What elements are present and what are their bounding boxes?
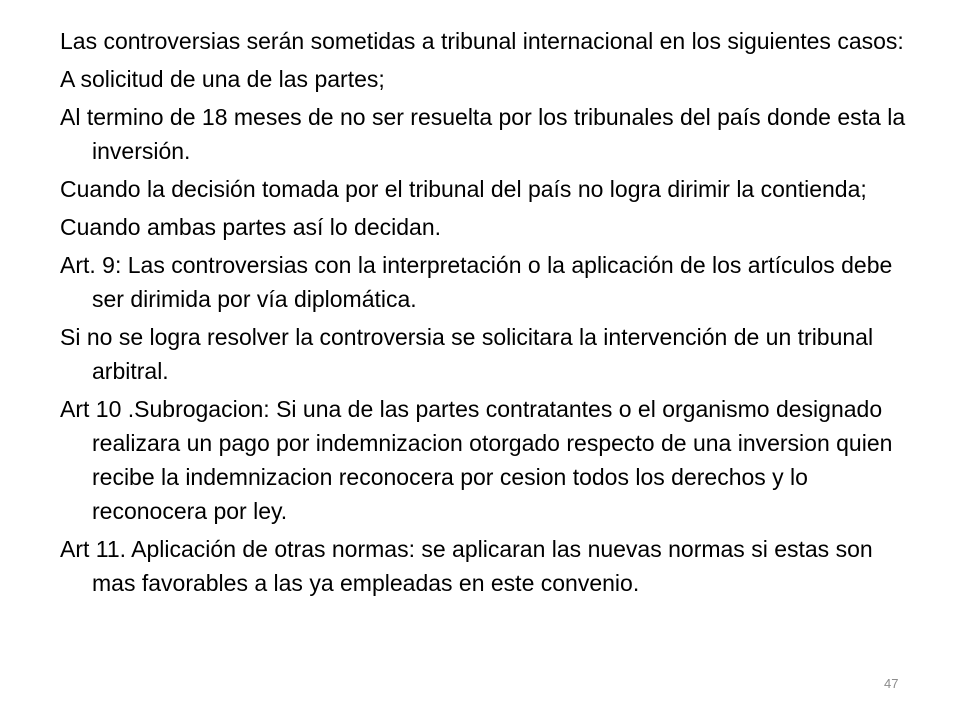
- slide-content: [60, 24, 920, 604]
- paragraph-art-11: Art 11. Aplicación de otras normas: se aplicaran las nuevas normas si estas son mas favorables a las ya empleadas en este convenio.: [60, 536, 873, 596]
- paragraph-termino-18-meses: Al termino de 18 meses de no ser resuelta por los tribunales del país donde esta la inversión.: [60, 104, 906, 164]
- paragraph-ambas-partes: Cuando ambas partes así lo decidan.: [60, 214, 442, 240]
- paragraph-tribunal-arbitral: Si no se logra resolver la controversia se solicitara la intervención de un tribunal arbitral.: [60, 324, 874, 384]
- paragraph-controversias: Las controversias serán sometidas a tribunal internacional en los siguientes casos:: [60, 28, 904, 54]
- paragraph-decision-tribunal: Cuando la decisión tomada por el tribunal del país no logra dirimir la contienda;: [60, 176, 867, 202]
- page-number: 47: [884, 676, 899, 691]
- paragraph-solicitud: A solicitud de una de las partes;: [60, 66, 385, 92]
- paragraph-art-10: Art 10 .Subrogacion: Si una de las partes contratantes o el organismo designado realizara un pago por indemnizacion otorgado respecto de una inversion quien recibe la indemnizacion reconocera por cesion todos los derechos y lo reconocera por ley.: [60, 396, 893, 524]
- paragraph-art-9: Art. 9: Las controversias con la interpretación o la aplicación de los artículos debe ser dirimida por vía diplomática.: [60, 252, 893, 312]
